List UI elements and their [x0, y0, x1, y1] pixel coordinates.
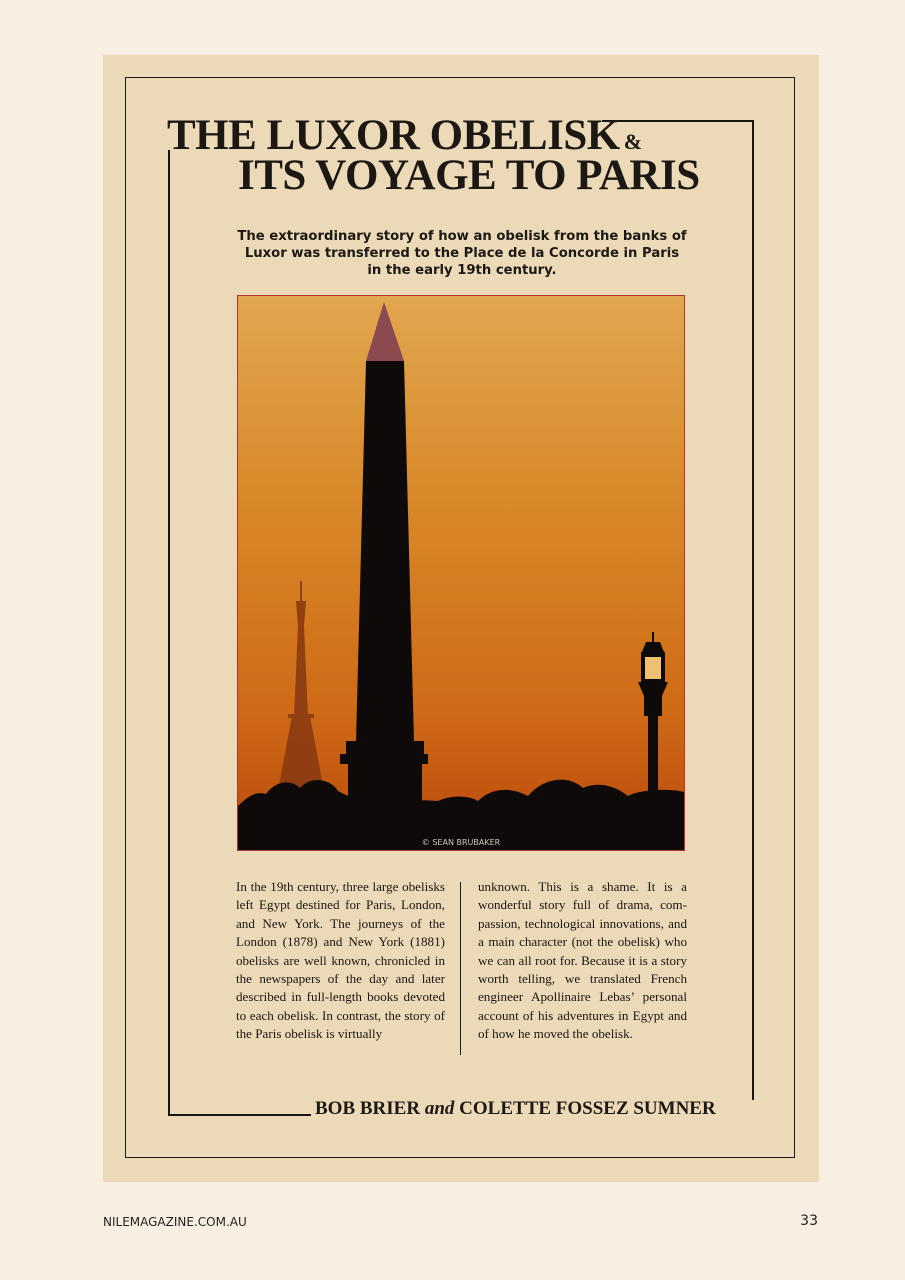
obelisk-photo: [237, 295, 685, 851]
inner-frame-bottom-line: [168, 1114, 311, 1116]
lamp-glow: [645, 657, 661, 679]
title-line-2: ITS VOYAGE TO PARIS: [238, 152, 700, 199]
inner-frame-right-line: [752, 120, 754, 1100]
title-ampersand: &: [623, 129, 642, 154]
byline-and: and: [424, 1098, 455, 1119]
obelisk-sunset-illustration: [238, 296, 684, 850]
subtitle: The extraordinary story of how an obelisk from the banks of Luxor was transferred to the Place de la Concorde in Paris in the early 19th century.: [237, 229, 687, 278]
photo-credit: © SEAN BRUBAKER: [421, 838, 501, 847]
footer-site-link[interactable]: NILEMAGAZINE.COM.AU: [103, 1215, 247, 1229]
title-line-1: THE LUXOR OBELISK &: [167, 112, 642, 159]
byline-author-2: COLETTE FOSSEZ SUMNER: [459, 1098, 716, 1119]
column-divider: [460, 882, 461, 1055]
body-column-left: In the 19th century, three large obelisks left Egypt destined for Paris, London, and New York. The journeys of the London (1878) and New York (1881) obelisks are well known, chronicled in the newspapers of the day and later described in full-length books devoted to each obelisk. In contrast, the story of the Paris obelisk is virtually: [236, 879, 445, 1042]
byline: [315, 1096, 716, 1122]
inner-frame-left-line: [168, 150, 170, 1115]
byline-author-1: BOB BRIER: [315, 1098, 421, 1119]
page-number: 33: [800, 1213, 818, 1229]
body-column-right: unknown. This is a shame. It is a wonderful story full of drama, compassion, technological innovations, and a main character (not the obelisk) who we can all root for. Because it is a story worth telling, we translated French engineer Apollinaire Lebas’ personal account of his adventures in Egypt and of how he moved the obelisk.: [478, 879, 687, 1042]
